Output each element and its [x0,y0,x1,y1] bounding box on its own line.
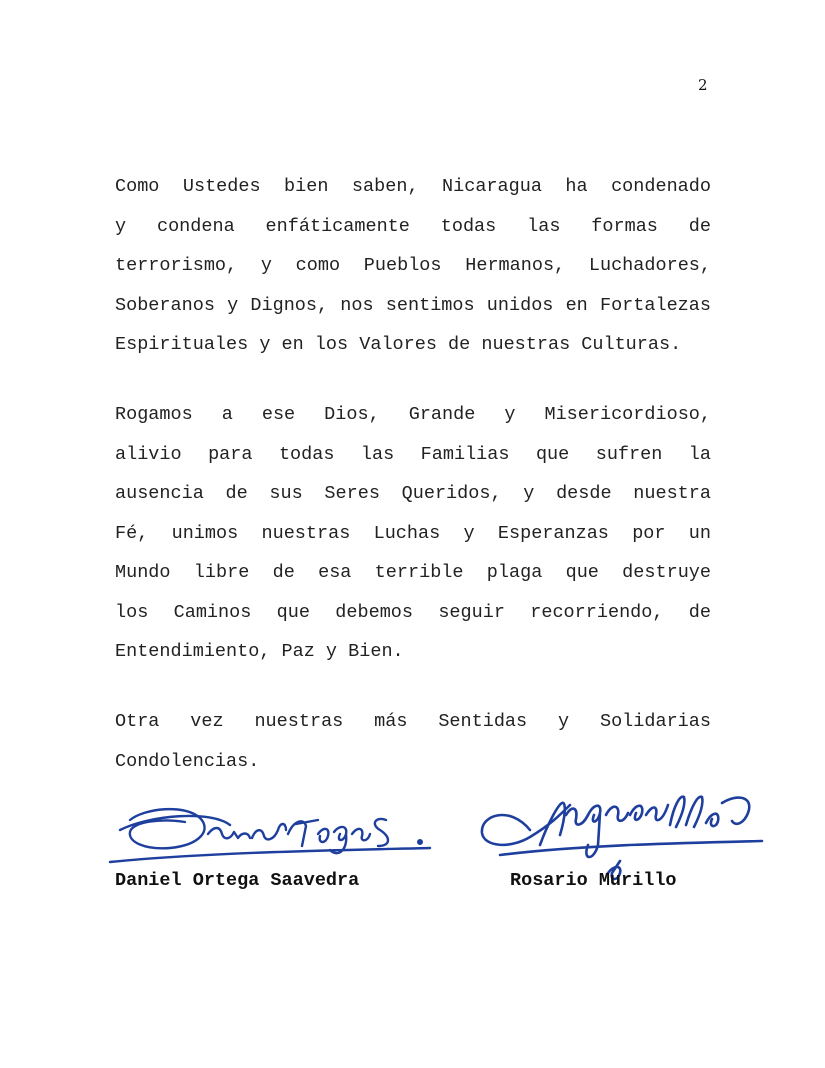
paragraph-line: Fé, unimos nuestras Luchas y Esperanzas por un [115,522,711,544]
paragraph-line: Entendimiento, Paz y Bien. [115,641,404,662]
paragraph-line: y condena enfáticamente todas las formas de [115,215,711,237]
paragraph-1 [115,167,711,365]
page-number: 2 [698,76,708,94]
paragraph-line: alivio para todas las Familias que sufren la [115,443,711,465]
paragraph-line: Condolencias. [115,750,260,772]
paragraph-line: Espirituales y en los Valores de nuestras Culturas. [115,334,682,355]
paragraph-line: Mundo libre de esa terrible plaga que destruye [115,562,711,583]
paragraph-line: los Caminos que debemos seguir recorriendo, de [115,601,711,623]
paragraph-line: Soberanos y Dignos, nos sentimos unidos en Fortalezas [115,294,711,316]
paragraph-line: ausencia de sus Seres Queridos, y desde nuestra [115,483,711,504]
paragraph-3 [115,702,711,781]
signer-name-rosario-murillo: Rosario Murillo [510,870,677,891]
paragraph-line: Rogamos a ese Dios, Grande y Misericordioso, [115,404,711,425]
signature-daniel-ortega [90,790,450,880]
signer-name-daniel-ortega: Daniel Ortega Saavedra [115,870,360,891]
paragraph-line: terrorismo, y como Pueblos Hermanos, Luchadores, [115,255,711,276]
paragraph-line: Como Ustedes bien saben, Nicaragua ha condenado [115,176,711,197]
paragraph-line: Otra vez nuestras más Sentidas y Solidarias [115,711,711,732]
paragraph-2 [115,395,711,672]
